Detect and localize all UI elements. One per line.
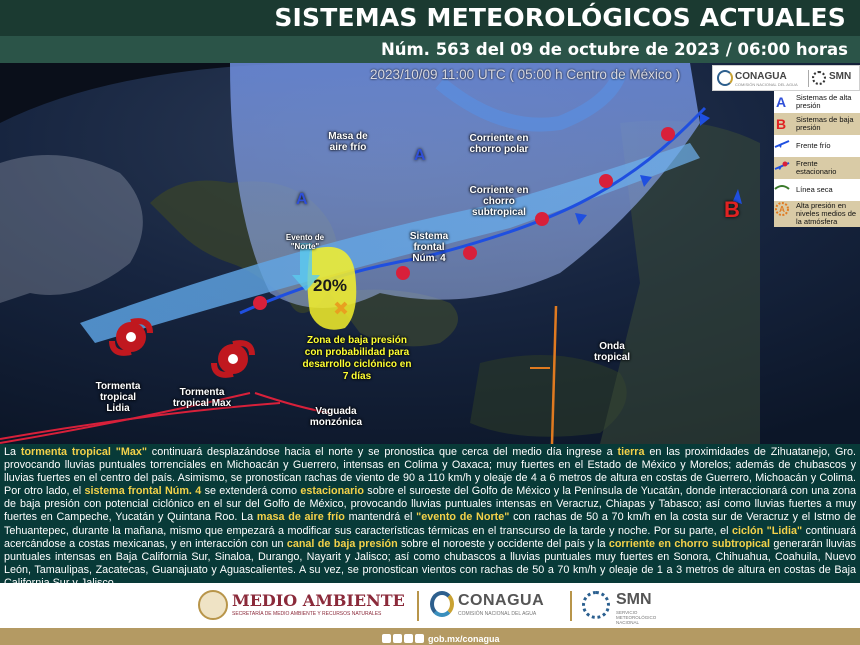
upper-level-high-icon [774,201,790,217]
smn-logo-icon [582,591,610,619]
bulletin-segment: en las proximidades de Zihuatanejo, Gro. provocando lluvias puntuales torrenciales en Michoacán y Guerrero, intensas en Colima y Oaxaca; muy fuertes en el Estado de México y Morelos; además de chubascos y lluvias fuertes en el centro del país. Asimismo, se pronostican rachas de viento de 90 a 110 km/h y oleaje de 4 a 6 metros de altura en costas de Guerrero, Michoacán y Colima. Por otro lado, el [4,446,856,498]
label-frontal-system: Sistema frontal Núm. 4 [409,231,449,264]
bulletin-highlight: sistema frontal Núm. 4 [84,485,202,498]
bulletin-text [4,446,856,590]
legend-item-cold-front [774,135,860,157]
label-norte-event: Evento de "Norte" [285,233,325,251]
bulletin-segment: continuará desplazándose hacia el norte y se pronostica que cerca del medio día ingrese a [146,446,618,458]
medio-ambiente-subtext: SECRETARÍA DE MEDIO AMBIENTE Y RECURSOS NATURALES [232,611,382,617]
legend-high-label: Sistemas de alta presión [796,93,852,110]
legend-logo-divider [808,70,809,87]
cold-front-icon [774,135,790,151]
bulletin-segment: generarán lluvias puntuales intensas en Baja California Sur, Sinaloa, Durango, Nayarit y Jalisco; así como chubascos a lluvias puntuales muy fuertes en Sonora, Chihuahua, Coahuila, Nuevo León, Tamaulipas, Zacatecas, Guanajuato y Aguascalientes. A su vez, se pronostican vientos con rachas de 50 a 70 km/h y oleaje de 1 a 3 metros de altura en costas de Baja [4,537,856,576]
legend-low-symbol: B [776,116,787,132]
bulletin-segment: continuará acercándose a costas mexicanas, y en interacción con un [4,524,856,550]
high-pressure-marker-2: A [414,147,426,164]
bulletin-highlight: tormenta tropical "Max" [20,446,147,458]
smn-logo-text: SMN [616,591,652,608]
facebook-icon[interactable] [382,634,391,643]
label-polar-jet: Corriente en chorro polar [469,133,529,155]
medio-ambiente-logo-text: MEDIO AMBIENTE [232,591,405,610]
bulletin-segment: La [4,446,21,458]
satellite-timestamp: 2023/10/09 11:00 UTC ( 05:00 h Centro de México ) [370,67,681,82]
logo-divider [570,591,572,621]
stationary-front-icon [774,157,790,173]
bulletin-segment: mantendrá el [344,511,417,524]
legend-low-label: Sistemas de baja presión [796,115,854,132]
legend-cold-front-label: Frente frío [796,141,831,150]
conagua-logo-icon [717,70,733,86]
twitter-icon[interactable] [393,634,402,643]
probability-value: 20% [313,276,348,295]
bulletin-segment: sobre el suroeste del Golfo de México y la Península de Yucatán, donde interaccionará con una zona de baja presión con potencial ciclónico en el sur del Golfo de México, provocando lluvias puntuales intensas en Veracruz, Chiapas y Tabasco; así como lluvias fuertes a muy fuertes en Campeche, Yucatán y Quintana Roo. La [4,485,856,524]
bulletin-segment: con rachas de 50 a 70 km/h en la costa sur de Veracruz y el Istmo de Tehuantepec, durante la mañana, mismo que empezará a modificar sus características térmicas en el transcurso de la tarde y noche. Por su parte, el [4,511,856,537]
dry-line-icon [774,179,790,195]
legend-item-dry-line [774,179,860,201]
legend-item-upper-high [774,201,860,227]
smn-subtext: SERVICIO METEOROLÓGICO NACIONAL [616,610,657,625]
label-monsoon-trough: Vaguada monzónica [309,406,363,428]
bulletin-segment: se extenderá como [201,485,301,498]
footer-bar [0,628,860,645]
bulletin-text-panel [0,444,860,583]
bulletin-highlight: "evento de Norte" [416,511,510,524]
agency-logos-bar [0,583,860,628]
bulletin-number-date: Núm. 563 del 09 de octubre de 2023 / 06:00 horas [380,40,848,59]
legend-upper-high-label: Alta presión en niveles medios de la atmósfera [796,201,857,226]
smn-logo-icon [812,71,826,85]
conagua-subtext: COMISIÓN NACIONAL DEL AGUA [458,611,537,617]
social-links [382,630,500,642]
bulletin-highlight: masa de aire frío [256,511,345,524]
legend-logos [712,65,860,91]
conagua-logo-icon [430,591,454,617]
instagram-icon[interactable] [404,634,413,643]
legend-item-stationary-front [774,157,860,179]
legend-conagua-sub: COMISIÓN NACIONAL DEL AGUA [735,82,798,87]
label-storm-max: Tormenta tropical Max [172,387,232,409]
bulletin-highlight: estacionario [300,485,364,498]
legend-panel [712,65,860,297]
youtube-icon[interactable] [415,634,424,643]
legend-high-symbol: A [776,94,787,110]
legend-smn-text: SMN [829,71,852,82]
label-subtropical-jet: Corriente en chorro subtropical [469,185,529,218]
svg-text:A: A [779,205,785,214]
legend-stationary-front-label: Frente estacionario [796,159,837,176]
legend-item-low [774,113,860,135]
legend-conagua-text: CONAGUA [735,71,787,82]
low-pressure-marker: B [724,197,740,222]
label-low-pressure-zone: Zona de baja presión con probabilidad para desarrollo ciclónico en 7 días [302,335,412,382]
legend-item-high [774,91,860,113]
government-seal-icon [198,590,228,620]
bulletin-highlight: tierra [617,446,645,458]
bulletin-highlight: canal de baja presión [286,537,398,550]
legend-dry-line-label: Línea seca [796,185,833,194]
label-tropical-wave: Onda tropical [593,341,631,363]
satellite-map [0,63,860,444]
bulletin-highlight: corriente en chorro subtropical [608,537,771,550]
bulletin-segment: sobre el noroeste y occidente del país y la [397,537,609,550]
conagua-logo-text: CONAGUA [458,592,545,609]
bulletin-highlight: ciclón "Lidia" [731,524,803,537]
website-link[interactable]: gob.mx/conagua [428,633,500,644]
label-storm-lidia: Tormenta tropical Lidia [95,381,141,414]
high-pressure-marker-1: A [296,191,308,208]
page-title: SISTEMAS METEOROLÓGICOS ACTUALES [274,3,846,32]
logo-divider [417,591,419,621]
label-cold-air-mass: Masa de aire frío [328,131,368,153]
